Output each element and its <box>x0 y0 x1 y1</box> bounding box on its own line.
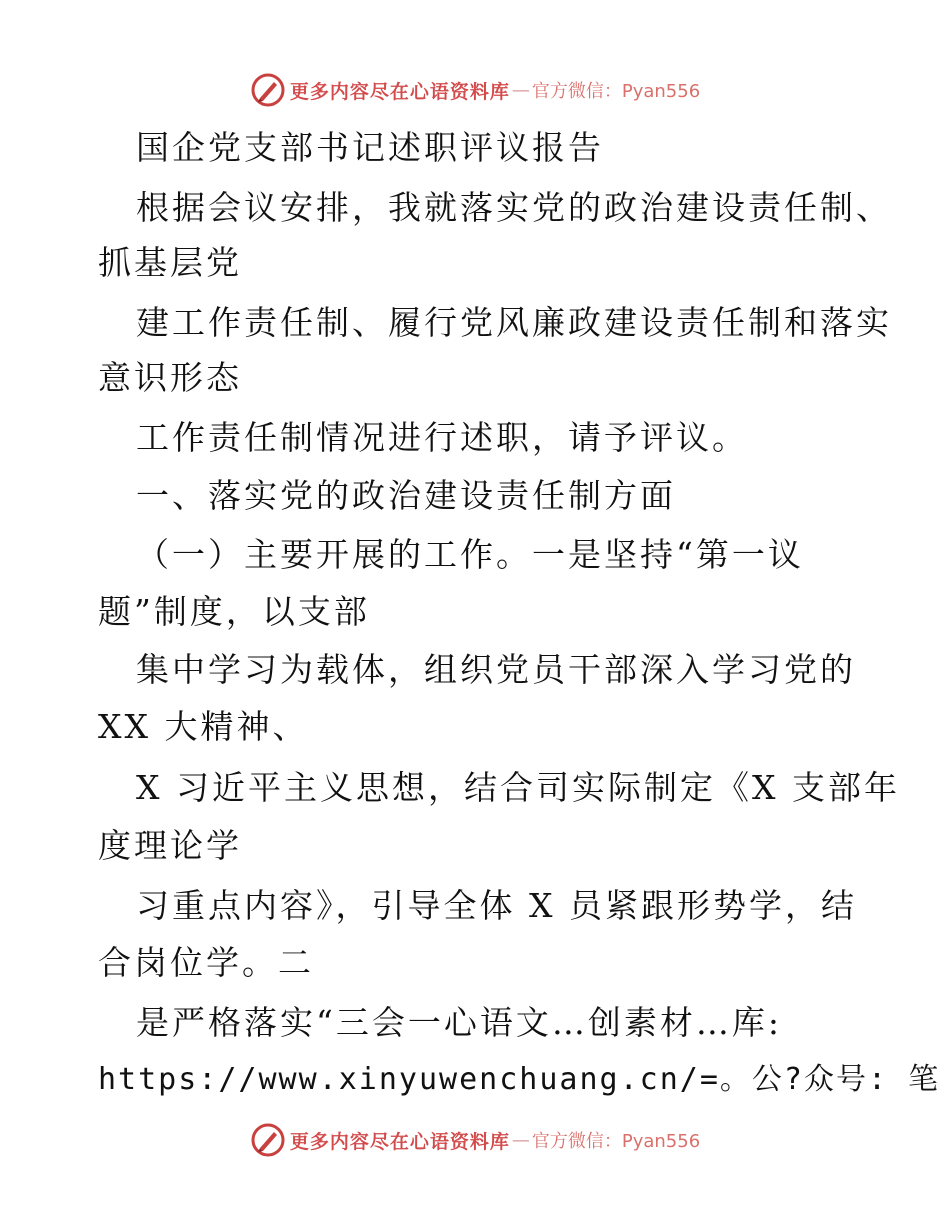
section-heading: 一、落实党的政治建设责任制方面 <box>136 476 676 515</box>
paragraph-line: XX 大精神、 <box>98 707 309 746</box>
paragraph-line: 意识形态 <box>98 358 242 397</box>
pen-logo-icon <box>250 1122 286 1158</box>
paragraph-line: 合岗位学。二 <box>98 943 314 982</box>
paragraph-line: 度理论学 <box>98 826 242 865</box>
paragraph-line: 集中学习为载体，组织党员干部深入学习党的 <box>136 650 856 689</box>
paragraph-line: 建工作责任制、履行党风廉政建设责任制和落实 <box>136 303 892 342</box>
paragraph-line: X 习近平主义思想，结合司实际制定《X 支部年 <box>136 768 900 807</box>
watermark-separator: — <box>511 79 530 101</box>
watermark-separator: — <box>511 1129 530 1151</box>
paragraph-line: 习重点内容》，引导全体 X 员紧跟形势学，结 <box>136 886 857 925</box>
paragraph-line: 抓基层党 <box>98 243 242 282</box>
document-title: 国企党支部书记述职评议报告 <box>136 128 604 167</box>
paragraph-line-url: https://www.xinyuwenchuang.cn/=。公?众号: 笔 <box>98 1062 941 1097</box>
watermark-footer <box>0 1120 950 1160</box>
paragraph-line: 根据会议安排，我就落实党的政治建设责任制、 <box>136 188 892 227</box>
watermark-main-text: 更多内容尽在心语资料库 <box>289 80 510 103</box>
watermark-sub-text: 官方微信：Pyan556 <box>531 1131 701 1152</box>
watermark-sub-text: 官方微信：Pyan556 <box>531 81 701 102</box>
paragraph-line: 工作责任制情况进行述职，请予评议。 <box>136 418 748 457</box>
paragraph-line: 题”制度，以支部 <box>98 592 370 631</box>
paragraph-line: （一）主要开展的工作。一是坚持“第一议 <box>136 535 804 574</box>
paragraph-line: 是严格落实“三会一心语文…创素材…库: <box>136 1003 782 1042</box>
watermark-main-text: 更多内容尽在心语资料库 <box>289 1130 510 1153</box>
